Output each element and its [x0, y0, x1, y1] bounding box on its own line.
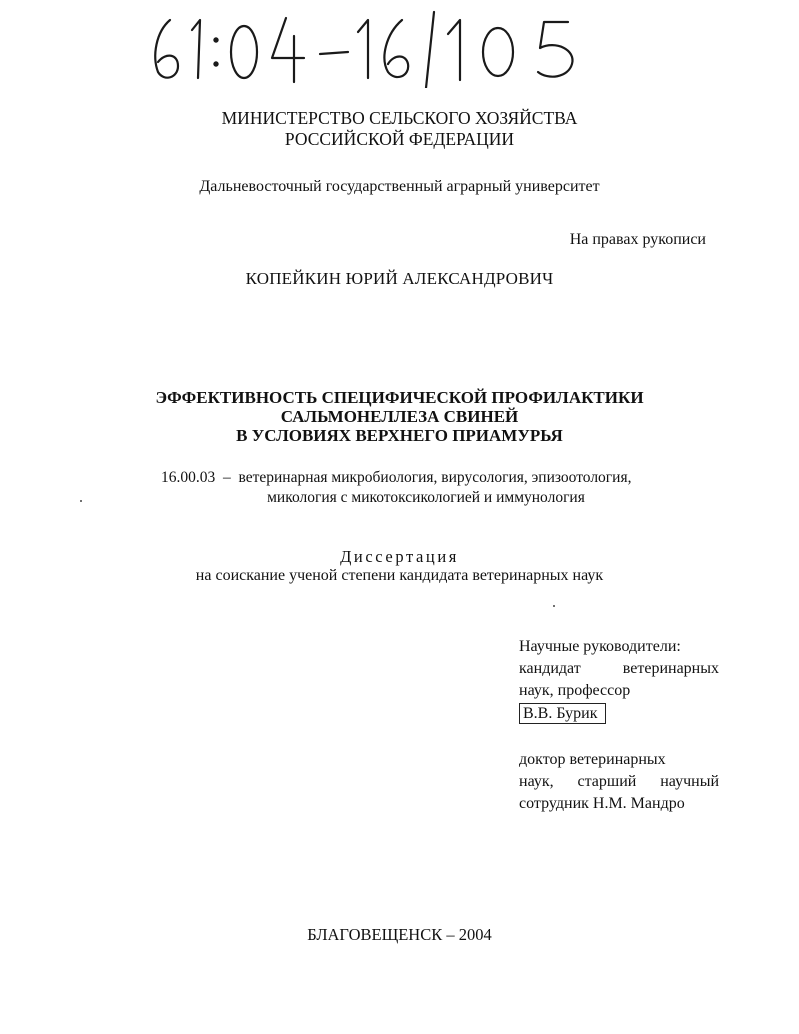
- specialty-code: 16.00.03: [161, 469, 216, 486]
- supervisor-2-title: наук, старший научный: [519, 773, 719, 790]
- supervisors-block: [519, 636, 719, 815]
- specialty-dash: –: [219, 469, 235, 486]
- supervisor-2-name: сотрудник Н.М. Мандро: [519, 795, 685, 812]
- title-line-3: В УСЛОВИЯХ ВЕРХНЕГО ПРИАМУРЬЯ: [236, 426, 563, 445]
- scan-speck: [80, 500, 82, 502]
- supervisor-1-title: наук, профессор: [519, 682, 631, 699]
- university-name: Дальневосточный государственный аграрный университет: [199, 178, 600, 195]
- rights-note: На правах рукописи: [569, 231, 706, 248]
- specialty: [161, 468, 721, 508]
- supervisor-2-degree: доктор ветеринарных: [519, 751, 666, 768]
- supervisors-heading: Научные руководители:: [519, 638, 681, 655]
- ministry-line-1: МИНИСТЕРСТВО СЕЛЬСКОГО ХОЗЯЙСТВА: [221, 108, 578, 128]
- dissertation-word: Диссертация: [340, 547, 459, 566]
- ministry-line-2: РОССИЙСКОЙ ФЕДЕРАЦИИ: [284, 129, 515, 149]
- dissertation-subtitle: на соискание ученой степени кандидата ветеринарных наук: [195, 567, 604, 584]
- city-year: БЛАГОВЕЩЕНСК – 2004: [307, 925, 492, 944]
- handwritten-archive-code: [148, 8, 618, 88]
- specialty-line-2: микология с микотоксикологией и иммунология: [267, 489, 585, 506]
- title-line-2: САЛЬМОНЕЛЛЕЗА СВИНЕЙ: [280, 407, 519, 426]
- supervisor-1-name: В.В. Бурик: [519, 703, 606, 724]
- handwriting-drawing: [148, 8, 618, 88]
- dissertation-title: [0, 388, 799, 445]
- scan-speck: [553, 605, 555, 607]
- ministry-heading: [0, 108, 799, 150]
- title-line-1: ЭФФЕКТИВНОСТЬ СПЕЦИФИЧЕСКОЙ ПРОФИЛАКТИКИ: [155, 388, 644, 407]
- author-name: КОПЕЙКИН ЮРИЙ АЛЕКСАНДРОВИЧ: [245, 269, 554, 288]
- specialty-line-1: ветеринарная микробиология, вирусология, эпизоотология,: [238, 469, 632, 486]
- supervisor-1-degree: кандидат ветеринарных: [519, 660, 719, 677]
